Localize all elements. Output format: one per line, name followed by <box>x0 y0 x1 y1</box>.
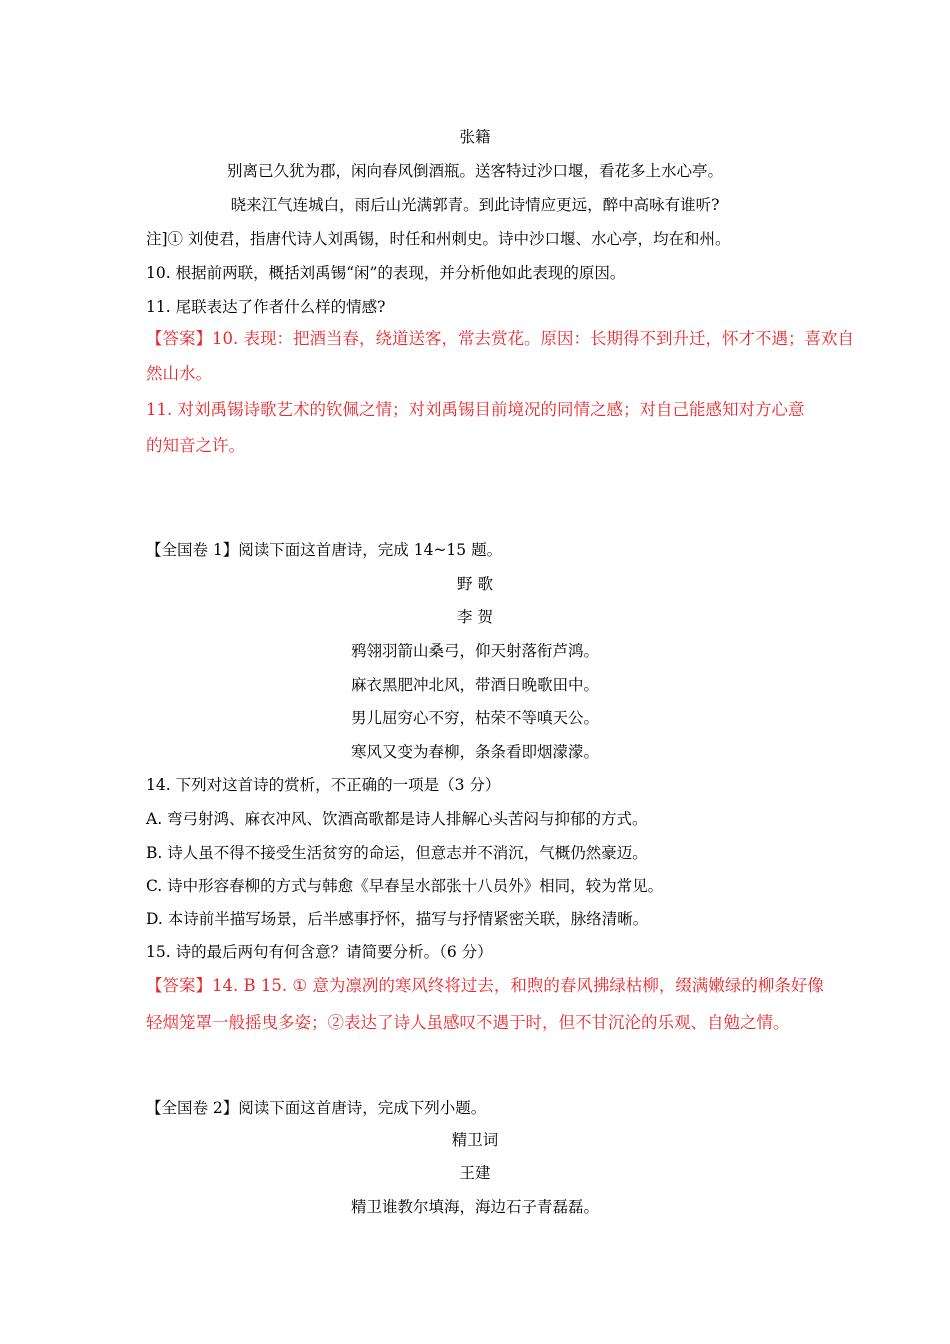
poem-title: 野 歌 <box>457 575 493 593</box>
poem-line: 麻衣黑肥冲北风，带酒日晚歌田中。 <box>350 676 599 694</box>
question-14: 14. 下列对这首诗的赏析，不正确的一项是（3 分） <box>146 776 501 794</box>
poem-line: 寒风又变为春柳，条条看即烟濛濛。 <box>350 743 599 761</box>
answer-line: 然山水。 <box>146 364 212 383</box>
option-c: C. 诗中形容春柳的方式与韩愈《早春呈水部张十八员外》相同，较为常见。 <box>146 877 664 895</box>
annotation-note: 注]① 刘使君，指唐代诗人刘禹锡，时任和州刺史。诗中沙口堰、水心亭，均在和州。 <box>146 230 731 248</box>
question-11: 11. 尾联表达了作者什么样的情感? <box>146 298 386 316</box>
question-15: 15. 诗的最后两句有何含意？请简要分析。（6 分） <box>146 943 493 961</box>
poem-line: 晓来江气连城白，雨后山光满郭青。到此诗情应更远，醉中高咏有谁听? <box>230 196 720 214</box>
poem-author: 王建 <box>459 1164 491 1182</box>
poem-line: 鸦翎羽箭山桑弓，仰天射落衔芦鸿。 <box>350 642 599 660</box>
poem-line: 别离已久犹为郡，闲向春风倒酒瓶。送客特过沙口堰，看花多上水心亭。 <box>226 162 723 180</box>
poem-author: 张籍 <box>459 128 491 146</box>
answer-line: 轻烟笼罩一般摇曳多姿；②表达了诗人虽感叹不遇于时，但不甘沉沦的乐观、自勉之情。 <box>146 1013 790 1032</box>
poem-line: 男儿屈穷心不穷，枯荣不等嗔天公。 <box>350 709 599 727</box>
answer-line: 11. 对刘禹锡诗歌艺术的钦佩之情；对刘禹锡目前境况的同情之感；对自己能感知对方心意 <box>146 400 805 419</box>
answer-line: 【答案】14. B 15. ① 意为凛冽的寒风终将过去，和煦的春风拂绿枯柳，缀满嫩绿的柳条好像 <box>146 976 824 995</box>
answer-line: 【答案】10. 表现：把酒当春，绕道送客，常去赏花。原因：长期得不到升迁，怀才不遇；喜欢自 <box>146 329 854 348</box>
poem-line: 精卫谁教尔填海，海边石子青磊磊。 <box>350 1198 599 1216</box>
answer-line: 的知音之许。 <box>146 436 245 455</box>
option-d: D. 本诗前半描写场景，后半感事抒怀，描写与抒情紧密关联，脉络清晰。 <box>146 910 649 928</box>
section-intro: 【全国卷 2】阅读下面这首唐诗，完成下列小题。 <box>146 1099 487 1117</box>
section-intro: 【全国卷 1】阅读下面这首唐诗，完成 14~15 题。 <box>146 541 503 559</box>
poem-title: 精卫词 <box>451 1131 499 1149</box>
poem-author: 李 贺 <box>457 608 493 626</box>
option-b: B. 诗人虽不得不接受生活贫穷的命运，但意志并不消沉，气概仍然豪迈。 <box>146 844 648 862</box>
question-10: 10. 根据前两联，概括刘禹锡“闲”的表现，并分析他如此表现的原因。 <box>146 264 626 282</box>
option-a: A. 弯弓射鸿、麻衣冲风、饮酒高歌都是诗人排解心头苦闷与抑郁的方式。 <box>146 810 648 828</box>
